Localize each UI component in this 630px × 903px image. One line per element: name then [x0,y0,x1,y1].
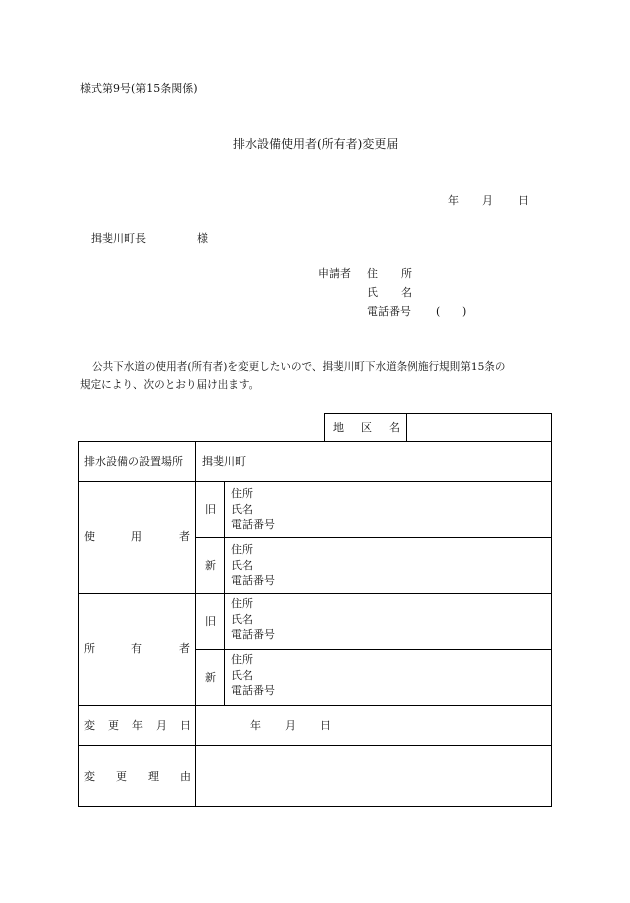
owner-old-address-label: 住所 [231,597,253,610]
table-line [78,806,552,807]
user-new-name-label: 氏名 [231,559,253,572]
applicant-name-char-2: 名 [401,286,412,299]
table-line [324,413,325,441]
recipient-honorific: 様 [197,232,208,245]
user-label-char-2: 用 [131,530,142,543]
reason-label-char-3: 理 [148,770,159,783]
change-date-year: 年 [250,719,261,732]
table-line [195,441,196,806]
user-old-label: 旧 [205,503,216,516]
applicant-phone-paren-open: ( [436,305,441,318]
user-old-name-label: 氏名 [231,503,253,516]
form-number: 様式第9号(第15条関係) [80,82,198,95]
user-new-label: 新 [205,559,216,572]
change-date-label-char-5: 日 [180,719,191,732]
table-line [78,481,552,482]
table-line [78,593,552,594]
district-input[interactable] [412,418,546,438]
user-label-char-1: 使 [84,530,95,543]
table-line [78,441,79,806]
table-line [78,745,552,746]
user-new-phone-label: 電話番号 [231,574,275,587]
district-label-char-3: 名 [389,421,400,434]
user-new-address-label: 住所 [231,543,253,556]
owner-old-label: 旧 [205,615,216,628]
table-line [78,705,552,706]
change-date-label-char-3: 年 [132,719,143,732]
table-line [78,441,552,442]
table-line [224,481,225,705]
change-date-month: 月 [285,719,296,732]
body-text-line-2: 規定により、次のとおり届け出ます。 [80,379,260,391]
change-date-label-char-1: 変 [84,719,95,732]
recipient-name: 揖斐川町長 [91,232,146,245]
table-line [195,649,552,650]
owner-new-phone-label: 電話番号 [231,684,275,697]
district-label-char-1: 地 [333,421,344,434]
owner-label-char-2: 有 [131,642,142,655]
page-title: 排水設備使用者(所有者)変更届 [233,137,399,151]
table-line [406,413,407,441]
reason-label-char-4: 由 [180,770,191,783]
owner-new-address-label: 住所 [231,653,253,666]
table-line [195,537,552,538]
applicant-address-char-1: 住 [367,267,378,280]
location-value: 揖斐川町 [202,455,246,468]
change-date-label-char-4: 月 [156,719,167,732]
applicant-phone-paren-close: ) [462,305,467,318]
change-date-day: 日 [320,719,331,732]
change-date-label-char-2: 更 [108,719,119,732]
owner-new-name-label: 氏名 [231,669,253,682]
owner-old-phone-label: 電話番号 [231,628,275,641]
owner-label-char-3: 者 [179,642,190,655]
date-day-label: 日 [518,194,529,207]
owner-label-char-1: 所 [84,642,95,655]
district-label-char-2: 区 [361,421,372,434]
owner-new-label: 新 [205,671,216,684]
table-line [551,413,552,806]
applicant-name-char-1: 氏 [367,286,378,299]
applicant-address-char-2: 所 [401,267,412,280]
applicant-label: 申請者 [318,267,351,280]
date-year-label: 年 [448,194,459,207]
body-text-line-1: 公共下水道の使用者(所有者)を変更したいので、揖斐川町下水道条例施行規則第15条の [92,361,506,373]
reason-label-char-1: 変 [84,770,95,783]
user-label-char-3: 者 [179,530,190,543]
date-month-label: 月 [482,194,493,207]
applicant-phone-label: 電話番号 [367,305,411,318]
user-old-address-label: 住所 [231,487,253,500]
reason-label-char-2: 更 [116,770,127,783]
owner-old-name-label: 氏名 [231,613,253,626]
table-line [324,413,552,414]
reason-input[interactable] [200,750,546,800]
user-old-phone-label: 電話番号 [231,518,275,531]
location-label: 排水設備の設置場所 [84,455,183,468]
